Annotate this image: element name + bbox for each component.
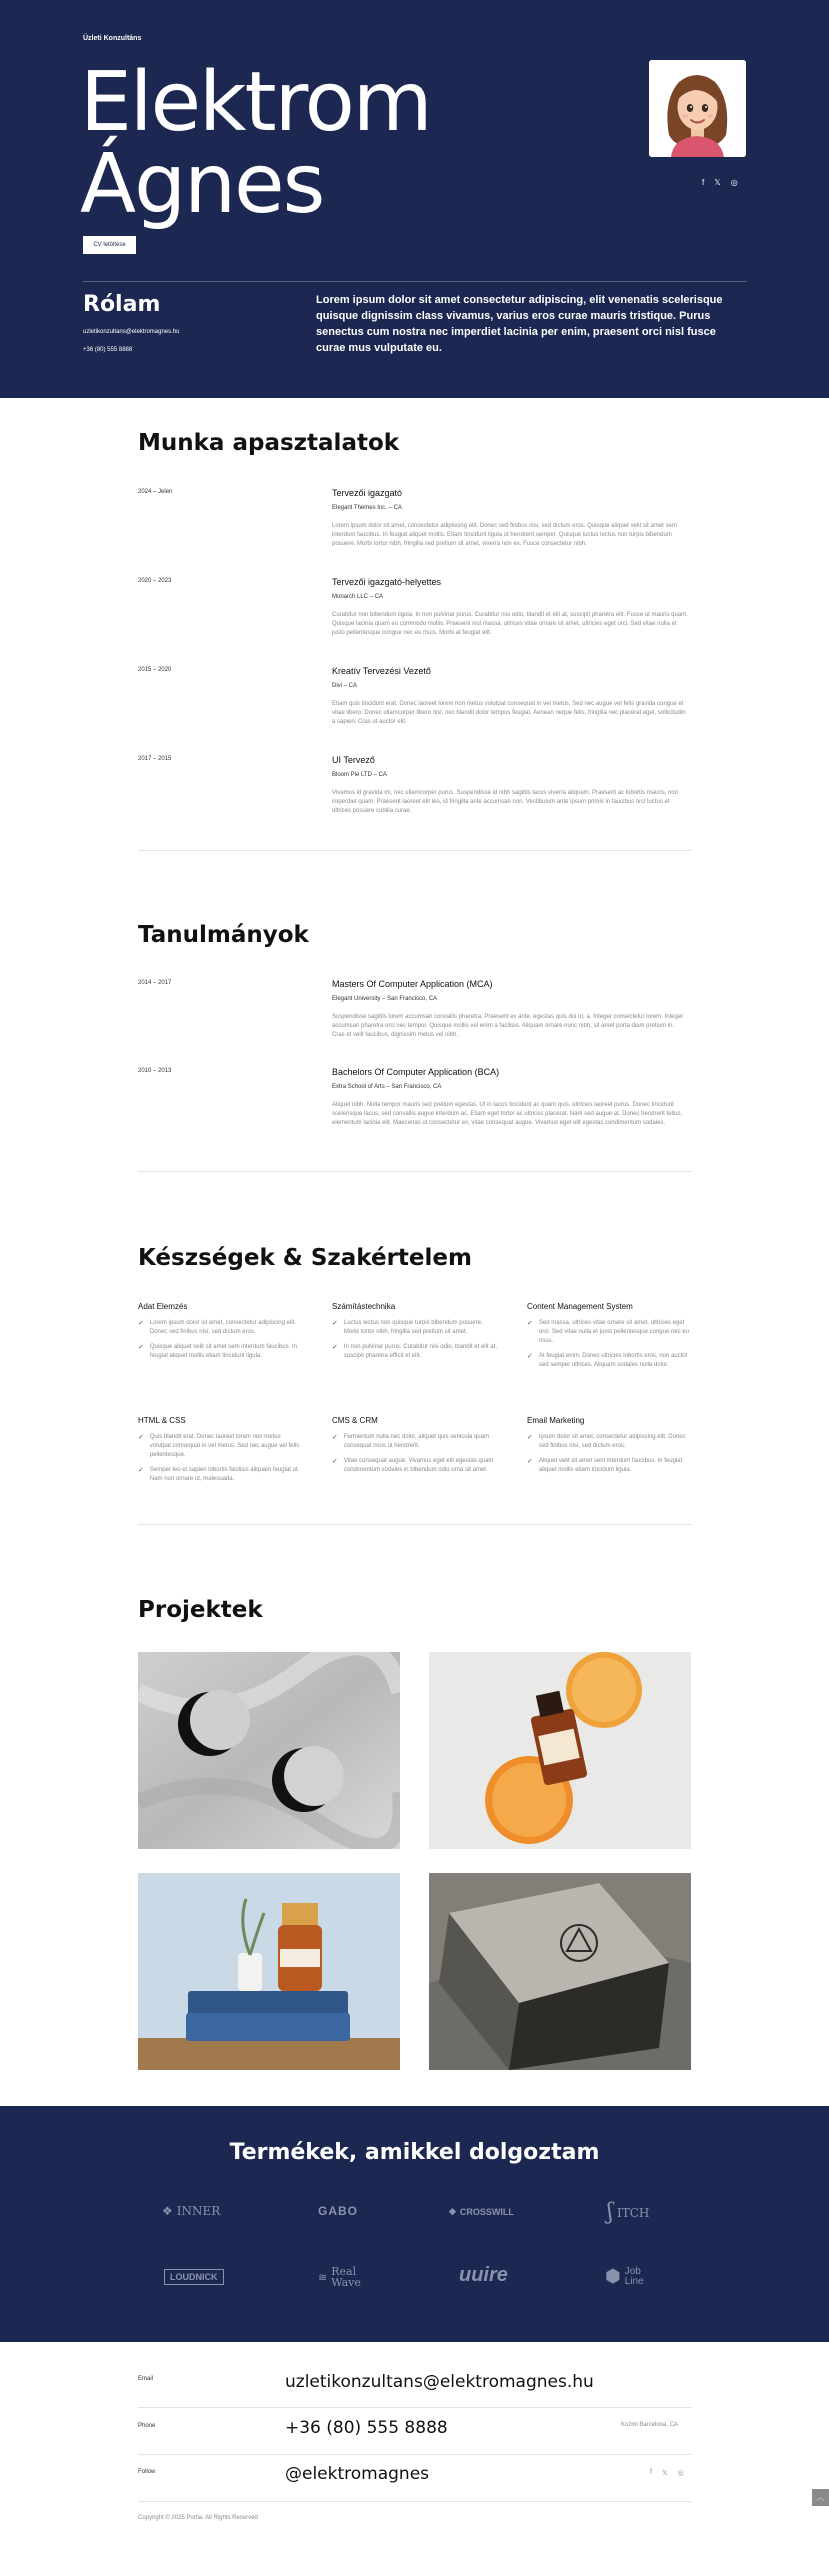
brand-logo-realwave — [318, 2266, 373, 2288]
skill-item — [138, 1343, 303, 1361]
entry-description: Vivamus id gravida mi, nec ullamcorper purus. Suspendisse id nibh sagittis lacus viverra aliquam. Praesent ac lobortis mauris, non imperdiet quam. Praesent laoreet elit leo, id fringilla ante accumsan non. Vestibulum ante ipsum primis in faucibus orci luctus et ultrices posuere cubilia curae. — [332, 790, 679, 814]
skill-title: Email Marketing — [527, 1416, 585, 1425]
skill-column — [332, 1416, 497, 1481]
chevron-up-icon: ︿ — [816, 2493, 825, 2502]
entry-description: Etiam quis tincidunt erat. Donec laoreet lorem non metus volutpat consequat in vel metus. Sed nec augue vel felis gravida congue et vitae libero. Donec ullamcorper libero nisl, nec blandit dolor tempus feugiat. Aenean neque felis, fringilla nec placerat eget, sollicitudin a sapien. Cras ut auctor elit. — [332, 701, 686, 725]
skill-item — [527, 1352, 692, 1370]
check-icon: ✓ — [138, 1434, 144, 1441]
skill-column — [138, 1302, 303, 1367]
hero-divider — [83, 281, 747, 282]
contact-divider — [138, 2454, 692, 2455]
brand-name: ITCH — [616, 2205, 650, 2220]
skill-item-text: Vitae consequat augue. Vivamus eget elit egestas quam condimentum sodales in bibendum odio urna sit amet. — [343, 1458, 494, 1473]
skill-item-text: Fermentum nulla nec dolor, aliquet quis vehicula quam consequat risus ut hendrerit. — [343, 1434, 489, 1449]
copyright-text: Copyright © 2025 Portia. All Rights Reserved — [138, 2515, 258, 2521]
brand-logo-itch — [607, 2200, 649, 2225]
wave-icon: ≋ — [318, 2270, 328, 2284]
brand-logo-uuire — [459, 2264, 508, 2287]
skill-item-text: Quisque aliquet velit sit amet sem interdum faucibus. In feugiat aliquet mollis etiam tincidunt ligula. — [149, 1344, 297, 1359]
skill-item — [138, 1466, 303, 1484]
project-image-graphic — [138, 1652, 400, 1849]
entry-description: Suspendisse sagittis lorem accumsan convallis pharetra. Praesent ex ante, egestas quis dui ut, a. Integer consectetur lorem. Integer accumsan pharetra orci nec tempor. Quisque mollis vel enim a facilisis. Aliquam ornare nunc nibh, sit amet porta diam pretium in. Cras et velit faucibus, dignissim metus vel nibh. — [332, 1014, 684, 1038]
contact-handle[interactable]: @elektromagnes — [285, 2464, 430, 2484]
brand-name: CROSSWILL — [459, 2206, 514, 2217]
hero-name — [80, 55, 431, 232]
skill-item — [332, 1433, 497, 1451]
project-image-graphic — [429, 1652, 691, 1849]
section-divider — [138, 1524, 692, 1525]
projects-section-title: Projektek — [138, 1597, 263, 1623]
entry-org: Elegant Themes Inc. – CA — [332, 505, 402, 511]
entry-date: 2020 – 2023 — [138, 578, 172, 584]
skills-section-title: Készségek & Szakértelem — [138, 1245, 472, 1271]
project-image-graphic — [429, 1873, 691, 2070]
entry-title: Kreatív Tervezési Vezető — [332, 666, 431, 676]
skill-item — [527, 1457, 692, 1475]
skill-title: CMS & CRM — [332, 1416, 378, 1425]
brand-logo-crosswill — [449, 2206, 514, 2217]
brand-logo-loudnick — [164, 2269, 224, 2285]
check-icon: ✓ — [138, 1344, 144, 1351]
instagram-icon[interactable]: ◎ — [730, 178, 738, 187]
hero-section — [0, 0, 829, 398]
brand-name: Job Line — [624, 2265, 644, 2287]
brand-logo-inner — [162, 2204, 220, 2218]
skill-title: Adat Elemzés — [138, 1302, 188, 1311]
project-image-jar[interactable] — [138, 1873, 400, 2070]
diamond-icon: ❖ — [162, 2204, 173, 2218]
brands-section — [0, 2106, 829, 2342]
section-divider — [138, 1171, 692, 1172]
check-icon: ✓ — [138, 1320, 144, 1327]
skill-item-text: Aliquet velit sit amet sem interdum faucibus. In feugiat aliquet mollis etiam tincidunt ligula. — [538, 1458, 683, 1473]
check-icon: ✓ — [138, 1467, 144, 1474]
entry-date: 2015 – 2020 — [138, 667, 172, 673]
skill-item — [332, 1343, 497, 1361]
x-twitter-icon[interactable]: 𝕏 — [661, 2470, 668, 2477]
follow-label: Follow — [138, 2469, 156, 2475]
entry-org: Bloom Pie LTD – CA — [332, 772, 387, 778]
contact-email[interactable]: uzletikonzultans@elektromagnes.hu — [285, 2372, 594, 2392]
entry-date: 2014 – 2017 — [138, 980, 172, 986]
skill-item-text: In non pulvinar purus. Curabitur nisi odio, blandit et elit at, suscipit pharetra efficit et elit. — [343, 1344, 497, 1359]
skill-item — [332, 1319, 497, 1337]
entry-org: Extra School of Arts – San Francisco, CA — [332, 1084, 442, 1090]
facebook-icon[interactable]: f — [702, 178, 705, 187]
skill-item-text: Sed massa, ultrices vitae ornare sit amet, ultricies eget orci. Sed vitae nulla et justo pellentesque congue nec eu risus. — [538, 1320, 689, 1344]
first-name: Elektrom — [80, 55, 431, 150]
avatar — [649, 60, 746, 157]
hero-phone[interactable]: +36 (80) 555 8888 — [83, 347, 133, 353]
skill-item-text: Luctus lectus non quisque turpis bibendum posuere. Morbi tortor nibh, fringilla sed pretium sit amet. — [343, 1320, 483, 1335]
skill-title: Számítástechnika — [332, 1302, 396, 1311]
project-image-spheres[interactable] — [138, 1652, 400, 1849]
scroll-to-top-button[interactable] — [812, 2489, 829, 2506]
avatar-illustration — [649, 60, 746, 157]
entry-title: UI Tervező — [332, 755, 375, 765]
check-icon: ✓ — [527, 1434, 533, 1441]
itch-mark-icon: ʃ — [607, 2200, 613, 2225]
brand-name: uuire — [459, 2264, 508, 2286]
entry-description: Curabitur non bibendum ligula. In non pulvinar purus. Curabitur nisi odio, blandit et elit at, suscipit pharetra elit. Fusce ut mauris quam. Quisque lacinia quam eu commodo mollis. Praesent nisl massa, ultrices vitae ornare sit amet, ultricies eget orci. Sed vitae nulla et justo pellentesque congue nec eu risus. Morbi at feugiat elit. — [332, 612, 688, 636]
phone-label: Phone — [138, 2423, 156, 2429]
x-twitter-icon[interactable]: 𝕏 — [714, 178, 721, 187]
check-icon: ✓ — [527, 1458, 533, 1465]
cv-download-button[interactable]: CV letöltése — [83, 236, 136, 254]
instagram-icon[interactable]: ◎ — [677, 2470, 684, 2477]
skill-item-text: Quis blandit erat. Donec laoreet lorem non metus volutpat consequat in vel metus. Sed nec augue vel felis pellentesque. — [149, 1434, 300, 1458]
entry-date: 2024 – Jelen — [138, 489, 173, 495]
skill-item — [332, 1457, 497, 1475]
skill-title: Content Management System — [527, 1302, 633, 1311]
skill-item — [138, 1319, 303, 1337]
brand-logo-gabo — [318, 2204, 358, 2218]
skill-column — [527, 1416, 692, 1481]
hexagon-icon: ⬢ — [605, 2266, 621, 2286]
location-text: Kozmi Barcelona, CA — [621, 2422, 679, 2428]
skill-column — [332, 1302, 497, 1367]
skill-item-text: Ipsum dolor sit amet, consectetur adipiscing elit. Donec sed finibus nisi, sed dictum eros. — [538, 1434, 686, 1449]
footer-social-links — [650, 2469, 684, 2477]
entry-org: Elegant University – San Francisco, CA — [332, 996, 438, 1002]
brand-name: Real Wave — [331, 2265, 361, 2289]
contact-divider — [138, 2501, 692, 2502]
contact-phone[interactable]: +36 (80) 555 8888 — [285, 2418, 448, 2438]
skill-item-text: Semper leo et sapien lobortis facilisis aliquam feugiat ut. Nam non ornare ut, malesuada. — [149, 1467, 300, 1482]
project-image-graphic — [138, 1873, 400, 2070]
entry-date: 2017 – 2015 — [138, 756, 172, 762]
cross-icon: ◆ — [449, 2206, 456, 2216]
entry-title: Masters Of Computer Application (MCA) — [332, 979, 493, 989]
skill-item-text: Lorem ipsum dolor sit amet, consectetur adipiscing elit. Donec sed finibus nisi, sed dictum eros. — [149, 1320, 296, 1335]
entry-title: Tervezői igazgató — [332, 488, 403, 498]
skill-title: HTML & CSS — [138, 1416, 186, 1425]
brand-name: GABO — [318, 2204, 358, 2218]
project-image-box[interactable] — [429, 1873, 691, 2070]
check-icon: ✓ — [527, 1320, 533, 1327]
project-image-serum[interactable] — [429, 1652, 691, 1849]
entry-title: Tervezői igazgató-helyettes — [332, 577, 442, 587]
check-icon: ✓ — [332, 1320, 338, 1327]
entry-description: Lorem ipsum dolor sit amet, consectetur adipiscing elit. Donec sed finibus nisi, sed dictum eros. Quisque aliquet velit sit amet sem interdum faucibus. In feugiat aliquet mollis. Etiam tincidunt ligula ut hendrerit semper. Quisque luctus lectus non turpis bibendum posuere. Morbi tortor nibh, fringilla sed pretium sit amet, viverra non ex. Fusce consectetur nibh. — [332, 523, 677, 547]
education-section-title: Tanulmányok — [138, 922, 309, 948]
check-icon: ✓ — [332, 1458, 338, 1465]
email-label: Email — [138, 2376, 154, 2382]
skill-item — [138, 1433, 303, 1460]
skill-item — [527, 1319, 692, 1346]
brand-name: LOUDNICK — [170, 2272, 218, 2282]
entry-title: Bachelors Of Computer Application (BCA) — [332, 1067, 500, 1077]
job-title: Üzleti Konzultáns — [83, 35, 142, 42]
brands-title: Termékek, amikkel dolgoztam — [229, 2140, 600, 2165]
section-divider — [138, 850, 692, 851]
entry-description: Aliquet nibh. Nulla tempor mauris sed pretium egestas. Ut in lacus tincidunt ac quam quis, ultricies laoreet purus. Donec tincidunt scelerisque lacus, sed convallis augue interdum ac. Etiam eget tortor ac ultrices placerat. Nam sed augue at. Donec hendrerit tellus, elementum lacinia elit. Maecenas ut consectetur ex, vitae consequat augue. Vivamus eget elit egestas condimentum sodales. — [332, 1102, 683, 1126]
hero-email[interactable]: uzletikonzultans@elektromagnes.hu — [83, 329, 180, 335]
check-icon: ✓ — [332, 1344, 338, 1351]
facebook-icon[interactable]: f — [650, 2469, 652, 2476]
work-section-title: Munka apasztalatok — [138, 430, 400, 456]
check-icon: ✓ — [527, 1353, 533, 1360]
entry-org: Monarch LLC – CA — [332, 594, 384, 600]
brand-logo-jobline — [605, 2266, 649, 2287]
last-name: Ágnes — [80, 137, 324, 232]
brand-name: INNER — [176, 2204, 221, 2218]
about-text: Lorem ipsum dolor sit amet consectetur adipiscing, elit venenatis scelerisque quisque dignissim class vivamus, varius eros curae mauris tristique. Purus senectus cum nostra nec imperdiet lacinia per enim, praesent orci nisl fusce curae mus vulputate eu. — [316, 294, 723, 354]
skill-item — [527, 1433, 692, 1451]
skill-column — [138, 1416, 303, 1490]
hero-social-links — [702, 178, 738, 187]
entry-org: Divi – CA — [332, 683, 358, 689]
skill-item-text: At feugiat enim. Donec ultricies lobortis eros, non auctor sed semper ultrices. Aliquam sodales nulla dolor. — [538, 1353, 688, 1368]
contact-divider — [138, 2407, 692, 2408]
skill-column — [527, 1302, 692, 1376]
check-icon: ✓ — [332, 1434, 338, 1441]
about-title: Rólam — [83, 292, 161, 317]
entry-date: 2010 – 2013 — [138, 1068, 172, 1074]
